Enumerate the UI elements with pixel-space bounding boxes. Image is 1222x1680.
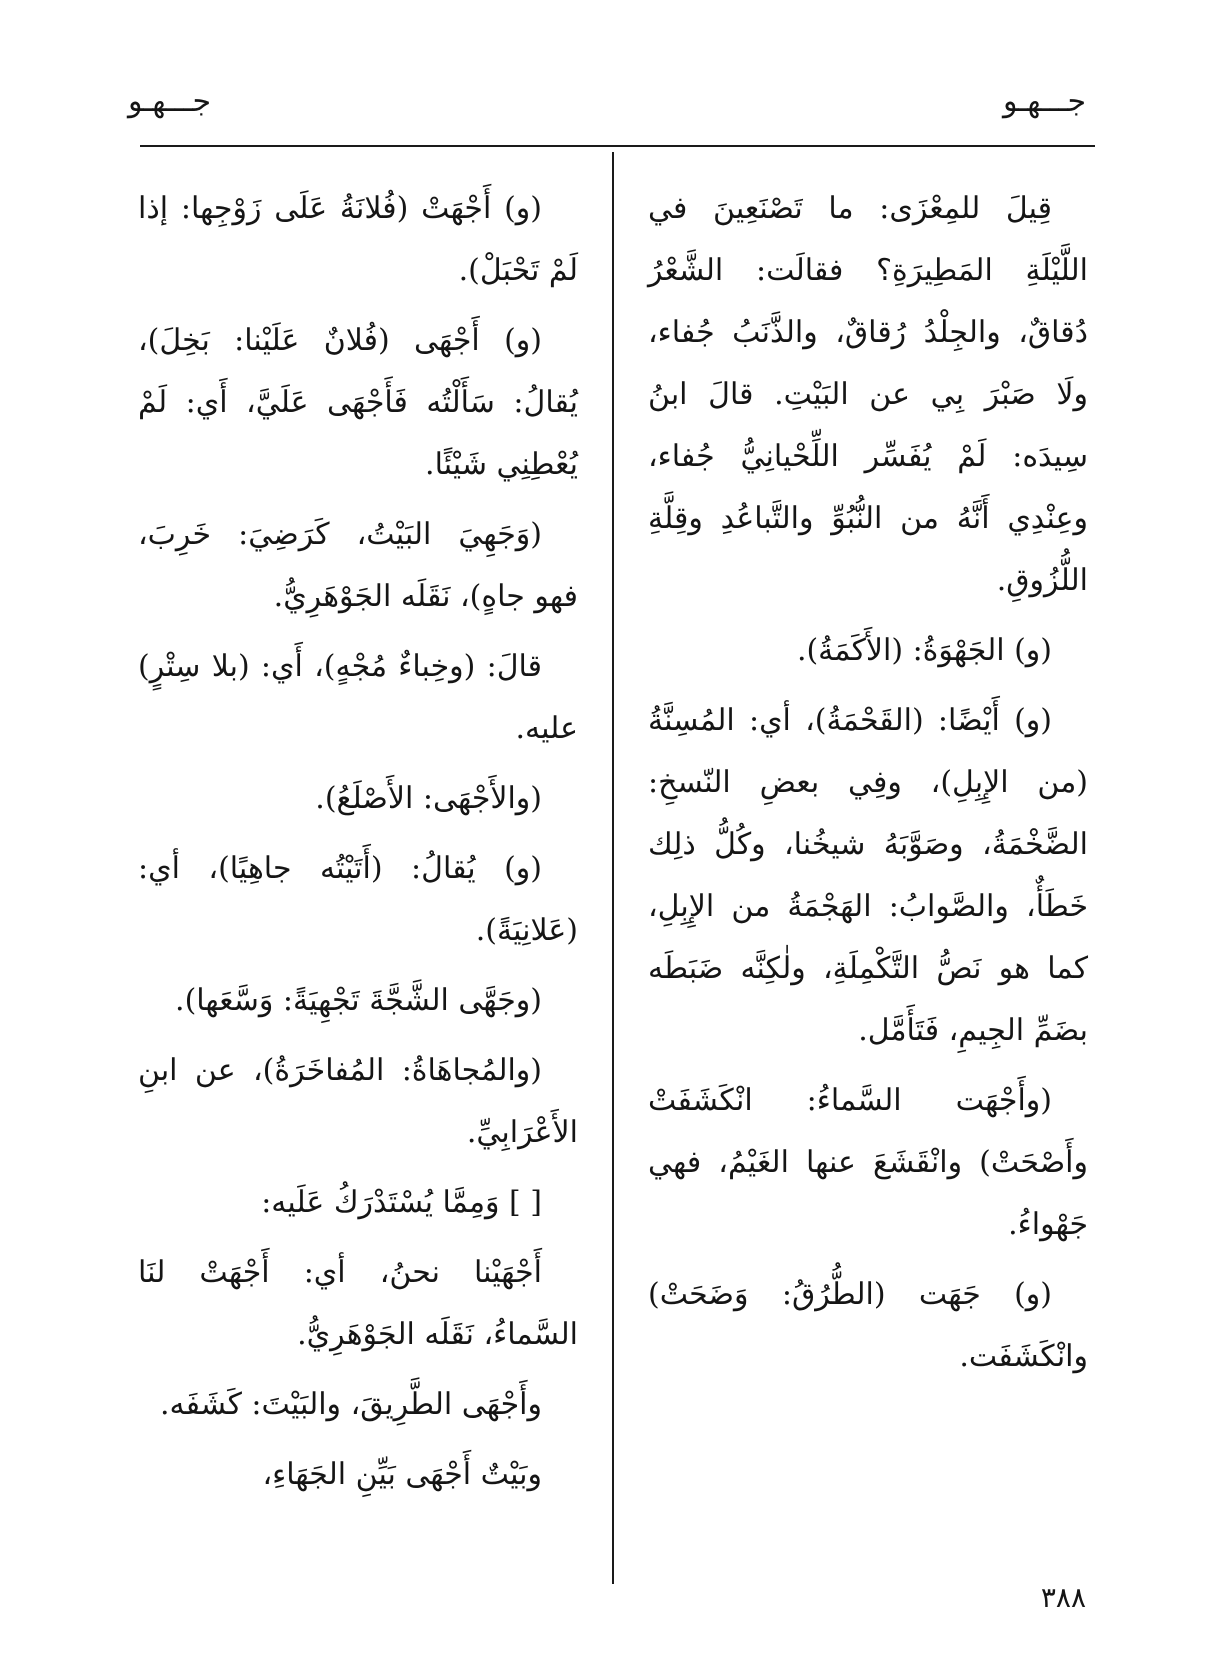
left-paragraph-7: (وجَهَّى الشَّجَّةَ تَجْهِيَةً: وَسَّعَها). <box>175 983 542 1018</box>
left-paragraph-9: [ ] وَمِمَّا يُسْتَدْرَكُ عَلَيه: <box>261 1185 542 1220</box>
left-paragraph-1: (و) أَجْهَتْ (فُلانَةُ عَلَى زَوْجِها: إذا لَمْ تَحْبَلْ). <box>138 191 578 288</box>
left-paragraph-10: أَجْهَيْنا نحنُ، أي: أَجْهَتْ لنَا السَّماءُ، نَقَلَه الجَوْهَرِيُّ. <box>138 1255 578 1352</box>
left-paragraph-12: وبَيْتٌ أَجْهَى بَيِّنِ الجَهَاءِ، <box>262 1457 542 1492</box>
page-number: ٣٨٨ <box>1040 1581 1086 1614</box>
column-divider <box>612 152 614 1584</box>
right-paragraph-3: (و) أَيْضًا: (القَحْمَةُ)، أي: المُسِنَّةُ (من الإِبِلِ)، وفِي بعضِ النّسخِ: الضَّخْمَةُ، وصَوَّبَهُ شيخُنا، وكُلُّ ذلِك خَطَأٌ، والصَّوابُ: الهَجْمَةُ من الإِبِلِ، كما هو نَصُّ التَّكْمِلَةِ، ولٰكِنَّه ضَبَطَه بضَمِّ الجِيمِ، فَتَأَمَّل. <box>648 703 1088 1048</box>
right-column <box>648 178 1088 1396</box>
header-rule <box>140 145 1095 147</box>
left-paragraph-11: وأَجْهَى الطَّرِيقَ، والبَيْتَ: كَشَفَه. <box>160 1387 542 1422</box>
left-paragraph-4: قالَ: (وخِباءٌ مُجْهٍ)، أَي: (بلا سِتْرٍ) عليه. <box>138 649 578 746</box>
right-paragraph-4: (وأَجْهَت السَّماءُ: انْكَشَفَتْ وأَصْحَتْ) وانْقَشَعَ عنها الغَيْمُ، فهي جَهْواءُ. <box>648 1083 1088 1242</box>
left-paragraph-3: (وَجَهِيَ البَيْتُ، كَرَضِيَ: خَرِبَ، فهو جاهٍ)، نَقَلَه الجَوْهَرِيُّ. <box>138 517 578 614</box>
left-column <box>138 178 578 1514</box>
running-head-right: جـــهـو <box>1002 84 1086 119</box>
left-paragraph-2: (و) أَجْهَى (فُلانٌ عَلَيْنا: بَخِلَ)، يُقالُ: سَأَلْتُه فَأَجْهَى عَلَيَّ، أَي: لَمْ يُعْطِنِي شَيْئًا. <box>138 323 578 482</box>
right-paragraph-5: (و) جَهَت (الطُّرُقُ: وَضَحَتْ) وانْكَشَفَت. <box>648 1277 1088 1374</box>
right-paragraph-2: (و) الجَهْوَةُ: (الأَكَمَةُ). <box>796 633 1052 668</box>
right-paragraph-1: قِيلَ للمِعْزَى: ما تَصْنَعِينَ في اللَّيْلَةِ المَطِيرَةِ؟ فقالَت: الشَّعْرُ دُقاقٌ، والجِلْدُ رُقاقٌ، والذَّنَبُ جُفاء، ولَا صَبْرَ بِي عن البَيْتِ. قالَ ابنُ سِيدَه: لَمْ يُفَسِّر اللِّحْيانِيُّ جُفاء، وعِنْدِي أَنَّهُ من النُّبُوِّ والتَّباعُدِ وقِلَّةِ اللُّزُوقِ. <box>648 191 1088 598</box>
left-paragraph-8: (والمُجاهَاةُ: المُفاخَرَةُ)، عن ابنِ الأَعْرَابِيِّ. <box>138 1053 578 1150</box>
running-head-left: جـــهـو <box>128 84 212 119</box>
left-paragraph-5: (والأَجْهَى: الأَصْلَعُ). <box>315 781 542 816</box>
left-paragraph-6: (و) يُقالُ: (أَتَيْتُه جاهِيًا)، أي: (عَلانِيَةً). <box>138 851 578 948</box>
